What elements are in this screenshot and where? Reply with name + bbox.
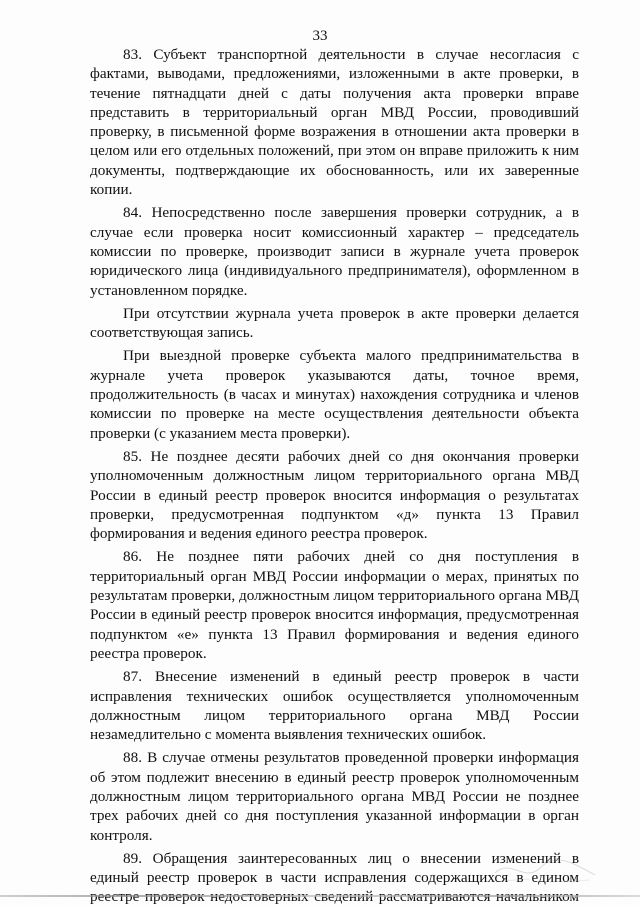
document-body bbox=[90, 45, 579, 905]
paragraph-84: 84. Непосредственно после завершения проверки сотрудник, а в случае если проверка носит комиссионный характер – председатель комиссии по проверке, производит записи в журнале учета проверок юридического лица (индивидуального предпринимателя), оформленном в установленном порядке. bbox=[90, 204, 579, 299]
page-number: 33 bbox=[312, 28, 328, 44]
paragraph-85: 85. Не позднее десяти рабочих дней со дня окончания проверки уполномоченным должностным лицом территориального органа МВД России в единый реестр проверок вносится информация о результатах проверки, предусмотренная подпунктом «д» пункта 13 Правил формирования и ведения единого реестра проверок. bbox=[90, 447, 579, 543]
paragraph-84-journal-absent: При отсутствии журнала учета проверок в акте проверки делается соответствующая запись. bbox=[90, 304, 579, 342]
paragraph-88: 88. В случае отмены результатов проведенной проверки информация об этом подлежит внесению в единый реестр проверок уполномоченным должностным лицом территориального органа МВД России не позднее трех рабочих дней со дня поступления указанной информации в орган контроля. bbox=[90, 749, 579, 844]
paragraph-89: 89. Обращения заинтересованных лиц о внесении изменений в единый реестр проверок в части исправления содержащихся в едином bbox=[90, 849, 579, 887]
paragraph-87: 87. Внесение изменений в единый реестр проверок в части исправления технических ошибок осуществляется уполномоченным должностным лицом территориального органа МВД России незамедлительно с момента выявления технических ошибок. bbox=[90, 668, 579, 744]
scan-bottom-edge bbox=[0, 895, 640, 897]
paragraph-86: 86. Не позднее пяти рабочих дней со дня поступления в территориальный орган МВД России информации о мерах, принятых по результатам проверки, должностным лицом территориального органа МВД России в единый реестр проверок вносится информация, предусмотренная подпунктом «е» пункта 13 Правил формирования и ведения единого реестра проверок. bbox=[90, 548, 580, 662]
paragraph-83: 83. Субъект транспортной деятельности в случае несогласия с фактами, выводами, предложениями, изложенными в акте проверки, в течение пятнадцати дней с даты получения акта проверки вправе представить в территориальный орган МВД России, проводивший проверку, в письменной форме возражения в отношении акта проверки в целом или его отдельных положений, при этом он вправе приложить к ним документы, подтверждающие их обоснованность, или их заверенные копии. bbox=[90, 46, 579, 199]
scan-artifact-mark bbox=[490, 853, 600, 887]
paragraph-84-small-business: При выездной проверке субъекта малого предпринимательства в журнале учета проверок указываются даты, точное время, продолжительность (в часах и минутах) нахождения сотрудника и членов комиссии по проверке на месте осуществления деятельности объекта проверки (с указанием места проверки). bbox=[90, 347, 579, 442]
